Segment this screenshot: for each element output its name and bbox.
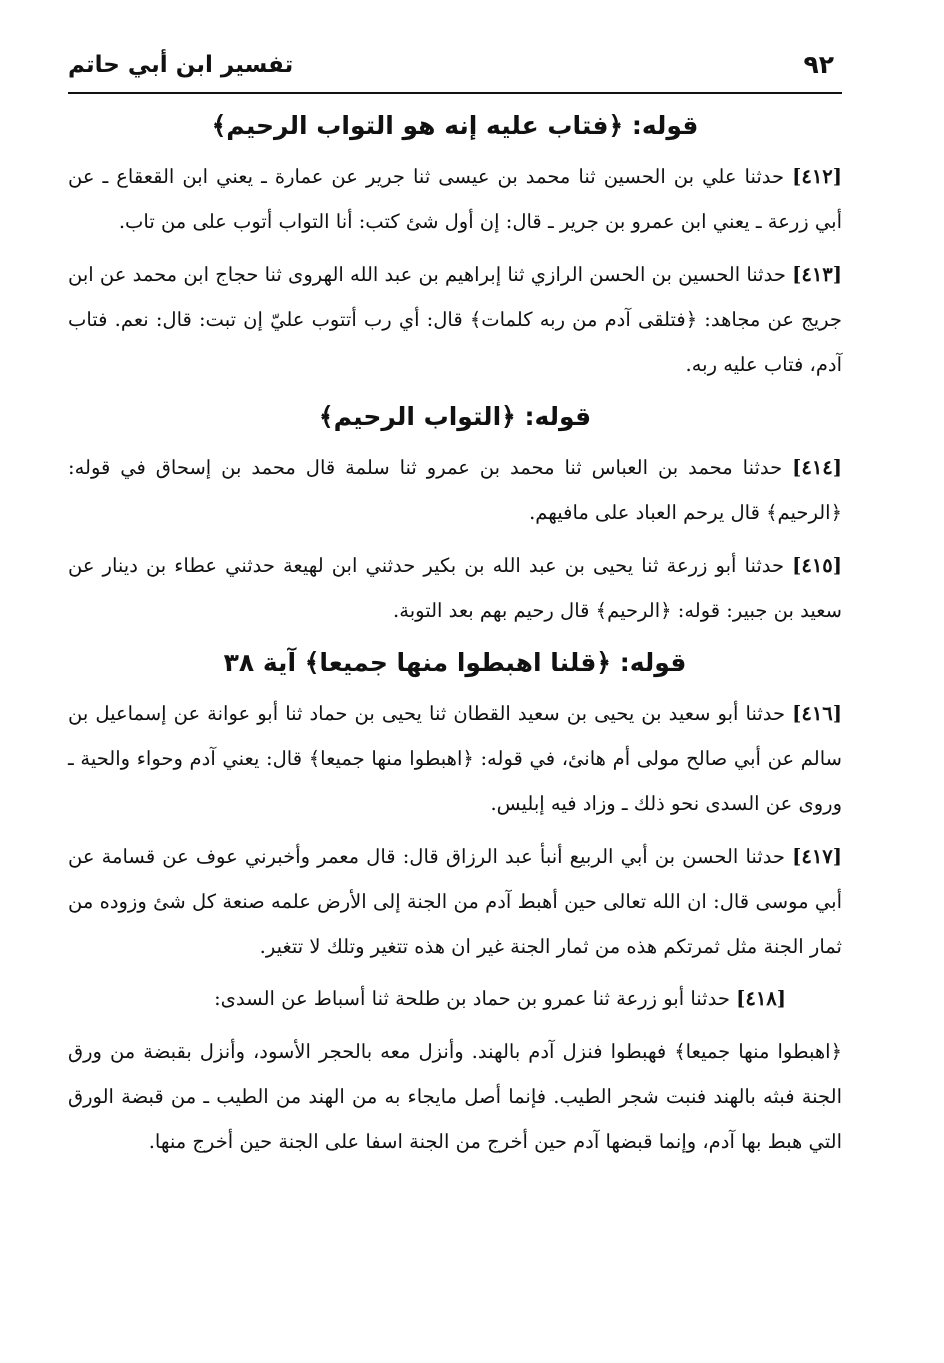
book-title: تفسير ابن أبي حاتم [68,52,294,78]
hadith-paragraph [68,445,842,535]
hadith-number: [٤١٨] [736,987,786,1010]
page-body [68,94,842,1164]
hadith-paragraph [68,834,842,969]
hadith-continuation [68,1029,842,1164]
hadith-paragraph [68,252,842,387]
hadith-number: [٤١٦] [792,702,843,725]
hadith-text: حدثنا أبو سعيد بن يحيى بن سعيد القطان ثنا يحيى بن حماد ثنا أبو عوانة عن إسماعيل بن سالم عن أبي صالح مولى أم هانئ، في قوله: ﴿اهبطوا منها جميعا﴾ قال: يعني آدم وحواء والحية ـ وروى عن السدى نحو ذلك ـ وزاد فيه إبليس. [68,702,842,815]
running-head [68,40,842,94]
page-number: ٩٢ [803,50,834,79]
section-heading: قوله: ﴿التواب الرحيم﴾ [318,402,592,431]
hadith-text: حدثنا أبو زرعة ثنا عمرو بن حماد بن طلحة ثنا أسباط عن السدى: [214,987,730,1010]
book-page [68,40,842,1172]
hadith-text: حدثنا الحسن بن أبي الربيع أنبأ عبد الرزاق قال: قال معمر وأخبرني عوف عن قسامة عن أبي موسى قال: ان الله تعالى حين أهبط آدم من الجنة إلى الأرض علمه صنعة كل شئ وزوده من ثمار الجنة مثل ثمرتكم هذه من ثمار الجنة غير ان هذه تتغير وتلك لا تتغير. [68,845,842,958]
hadith-text: حدثنا أبو زرعة ثنا يحيى بن عبد الله بن بكير حدثني ابن لهيعة حدثني عطاء بن دينار عن سعيد بن جبير: قوله: ﴿الرحيم﴾ قال رحيم بهم بعد التوبة. [68,554,842,622]
hadith-text: ﴿اهبطوا منها جميعا﴾ فهبطوا فنزل آدم بالهند. وأنزل معه بالحجر الأسود، وأنزل بقبضة من ورق الجنة فبثه بالهند فنبت شجر الطيب. فإنما أصل مايجاء به من الهند من الطيب ـ من قبضة الورق التي هبط بها آدم، وإنما قبضها آدم حين أخرج من الجنة اسفا على الجنة حين أخرج منها. [68,1040,842,1153]
hadith-number: [٤١٤] [792,456,843,479]
hadith-paragraph [68,154,842,244]
hadith-number: [٤١٢] [792,165,842,188]
hadith-number: [٤١٣] [792,263,842,286]
hadith-paragraph [68,543,842,633]
hadith-text: حدثنا الحسين بن الحسن الرازي ثنا إبراهيم بن عبد الله الهروى ثنا حجاج ابن محمد عن ابن جريج عن مجاهد: ﴿فتلقى آدم من ربه كلمات﴾ قال: أي رب أتتوب عليّ إن تبت: قال: نعم. فتاب آدم، فتاب عليه ربه. [68,263,842,376]
hadith-text: حدثنا محمد بن العباس ثنا محمد بن عمرو ثنا سلمة قال محمد بن إسحاق في قوله: ﴿الرحيم﴾ قال يرحم العباد على مافيهم. [68,456,842,524]
hadith-number: [٤١٥] [792,554,842,577]
section-heading: قوله: ﴿فتاب عليه إنه هو التواب الرحيم﴾ [211,111,699,140]
hadith-text: حدثنا علي بن الحسين ثنا محمد بن عيسى ثنا جرير عن عمارة ـ يعني ابن القعقاع ـ عن أبي زرعة ـ يعني ابن عمرو بن جرير ـ قال: إن أول شئ كتب: أنا التواب أتوب على من تاب. [68,165,842,233]
hadith-paragraph [68,977,842,1021]
hadith-number: [٤١٧] [792,845,842,868]
section-heading: قوله: ﴿قلنا اهبطوا منها جميعا﴾ آية ٣٨ [223,648,687,677]
hadith-paragraph [68,691,842,826]
